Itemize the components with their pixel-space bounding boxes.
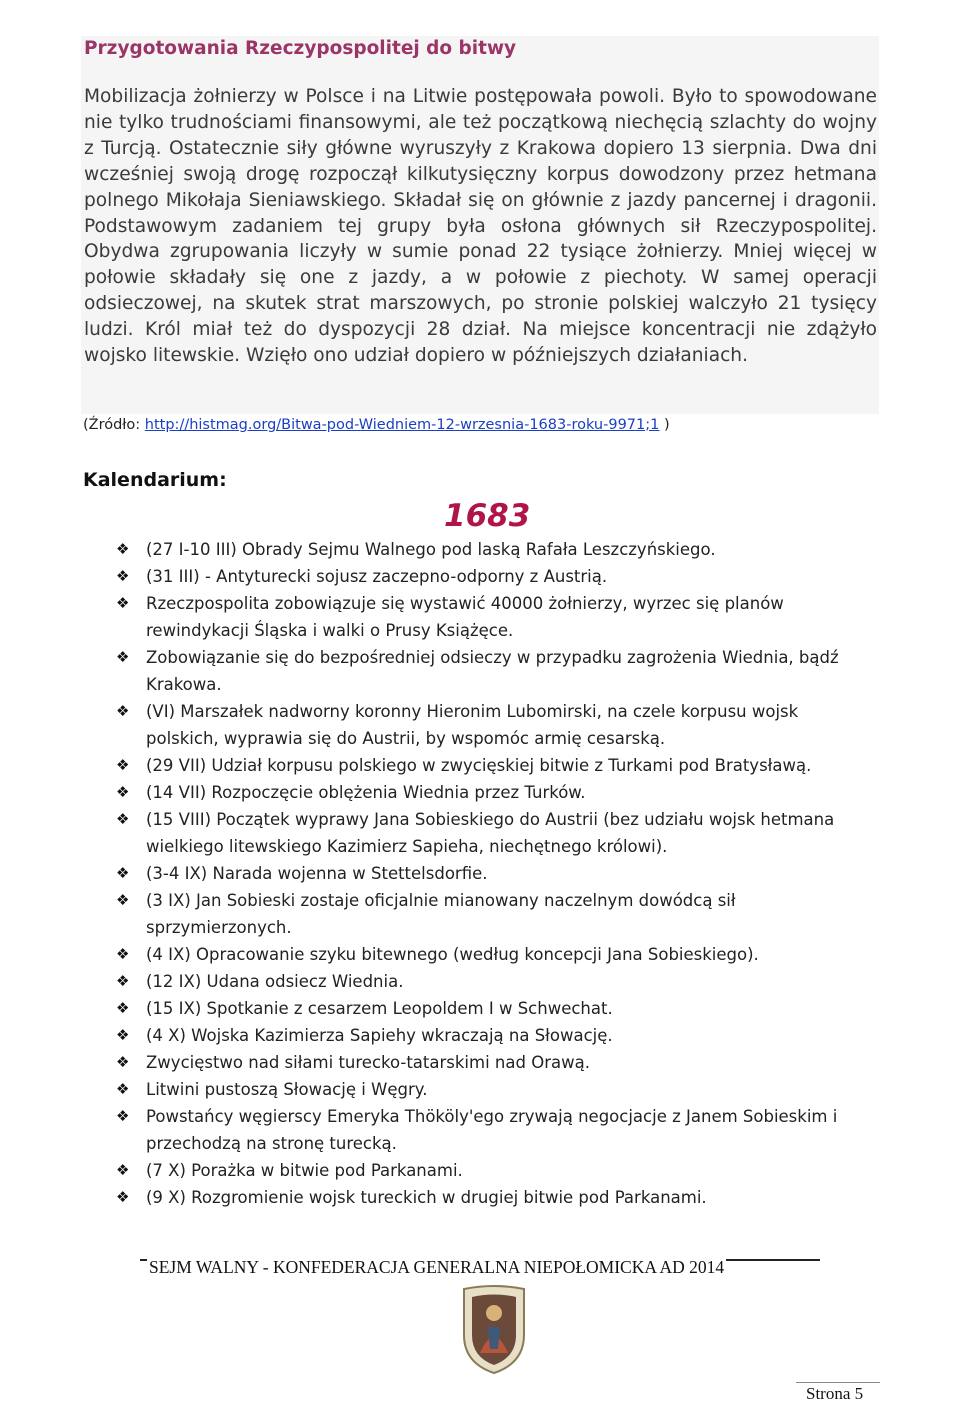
event-text: Zobowiązanie się do bezpośredniej odsieczy w przypadku zagrożenia Wiednia, bądź Krakowa.: [146, 648, 839, 694]
diamond-bullet-icon: ❖: [116, 648, 130, 666]
diamond-bullet-icon: ❖: [116, 594, 130, 612]
event-item: [116, 779, 868, 806]
diamond-bullet-icon: ❖: [116, 864, 130, 882]
diamond-bullet-icon: ❖: [116, 702, 130, 720]
event-text: Litwini pustoszą Słowację i Węgry.: [146, 1080, 428, 1099]
event-item: [116, 644, 868, 698]
event-text: (9 X) Rozgromienie wojsk tureckich w drugiej bitwie pod Parkanami.: [146, 1188, 707, 1207]
heraldic-shield-icon: [458, 1283, 530, 1375]
event-text: (4 X) Wojska Kazimierza Sapiehy wkraczają na Słowację.: [146, 1026, 613, 1045]
diamond-bullet-icon: ❖: [116, 1188, 130, 1206]
event-text: (29 VII) Udział korpusu polskiego w zwycięskiej bitwie z Turkami pod Bratysławą.: [146, 756, 812, 775]
calendar-heading: Kalendarium:: [83, 469, 227, 491]
diamond-bullet-icon: ❖: [116, 540, 130, 558]
source-prefix: (Źródło:: [83, 417, 145, 433]
event-text: (VI) Marszałek nadworny koronny Hieronim Lubomirski, na czele korpusu wojsk polskich, wyprawia się do Austrii, by wspomóc armię cesarską.: [146, 702, 799, 748]
event-text: (4 IX) Opracowanie szyku bitewnego (według koncepcji Jana Sobieskiego).: [146, 945, 759, 964]
event-item: [116, 995, 868, 1022]
event-list: [116, 536, 868, 1211]
page-number: Strona 5: [806, 1384, 864, 1403]
diamond-bullet-icon: ❖: [116, 972, 130, 990]
diamond-bullet-icon: ❖: [116, 810, 130, 828]
event-text: (27 I-10 III) Obrady Sejmu Walnego pod laską Rafała Leszczyńskiego.: [146, 540, 716, 559]
event-text: (3 IX) Jan Sobieski zostaje oficjalnie mianowany naczelnym dowódcą sił sprzymierzonych.: [146, 891, 736, 937]
diamond-bullet-icon: ❖: [116, 891, 130, 909]
event-item: [116, 1076, 868, 1103]
event-item: [116, 1022, 868, 1049]
event-text: Zwycięstwo nad siłami turecko-tatarskimi nad Orawą.: [146, 1053, 590, 1072]
event-text: Rzeczpospolita zobowiązuje się wystawić 40000 żołnierzy, wyrzec się planów rewindykacji Śląska i walki o Prusy Książęce.: [146, 594, 784, 640]
source-link[interactable]: http://histmag.org/Bitwa-pod-Wiedniem-12-wrzesnia-1683-roku-9971;1: [144, 417, 660, 433]
page-number-rule: [796, 1382, 880, 1383]
event-item: [116, 1184, 868, 1211]
event-text: (15 VIII) Początek wyprawy Jana Sobieskiego do Austrii (bez udziału wojsk hetmana wielkiego litewskiego Kazimierz Sapieha, niechętnego królowi).: [146, 810, 835, 856]
diamond-bullet-icon: ❖: [116, 1053, 130, 1071]
event-item: [116, 806, 868, 860]
section-title: Przygotowania Rzeczypospolitej do bitwy: [84, 38, 517, 59]
footer-text: SEJM WALNY - KONFEDERACJA GENERALNA NIEPOŁOMICKA AD 2014: [149, 1257, 725, 1277]
calendar-year: 1683: [444, 498, 531, 534]
event-text: (31 III) - Antyturecki sojusz zaczepno-odporny z Austrią.: [146, 567, 608, 586]
event-item: [116, 1157, 868, 1184]
event-item: [116, 941, 868, 968]
event-item: [116, 1103, 868, 1157]
diamond-bullet-icon: ❖: [116, 1107, 130, 1125]
event-item: [116, 536, 868, 563]
source-line: [83, 417, 670, 433]
event-item: [116, 590, 868, 644]
diamond-bullet-icon: ❖: [116, 999, 130, 1017]
diamond-bullet-icon: ❖: [116, 1026, 130, 1044]
event-text: Powstańcy węgierscy Emeryka Thököly'ego zrywają negocjacje z Janem Sobieskim i przechodzą na stronę turecką.: [146, 1107, 838, 1153]
event-text: (14 VII) Rozpoczęcie oblężenia Wiednia przez Turków.: [146, 783, 586, 802]
event-item: [116, 968, 868, 995]
event-item: [116, 860, 868, 887]
diamond-bullet-icon: ❖: [116, 945, 130, 963]
event-text: (15 IX) Spotkanie z cesarzem Leopoldem I w Schwechat.: [146, 999, 613, 1018]
event-item: [116, 887, 868, 941]
section-body: Mobilizacja żołnierzy w Polsce i na Litwie postępowała powoli. Było to spowodowane nie tylko trudnościami finansowymi, ale też początkową niechęcią szlachty do wojny z Turcją. Ostatecznie siły główne wyruszyły z Krakowa dopiero 13 sierpnia. Dwa dni wcześniej swoją drogę rozpoczął kilkutysięczny korpus dowodzony przez hetmana polnego Mikołaja Sieniawskiego. Składał się on głównie z jazdy pancernej i dragonii. Podstawowym zadaniem tej grupy była osłona głównych sił Rzeczypospolitej. Obydwa zgrupowania liczyły w sumie ponad 22 tysiące żołnierzy. Mniej więcej w połowie składały się one z jazdy, a w połowie z piechoty. W samej operacji odsieczowej, na skutek strat marszowych, po stronie polskiej walczyło 21 tysięcy ludzi. Król miał też do dyspozycji 28 dział. Na miejsce koncentracji nie zdążyło wojsko litewskie. Wzięło ono udział dopiero w późniejszych działaniach.: [84, 86, 877, 367]
event-item: [116, 1049, 868, 1076]
diamond-bullet-icon: ❖: [116, 756, 130, 774]
diamond-bullet-icon: ❖: [116, 783, 130, 801]
event-text: (12 IX) Udana odsiecz Wiednia.: [146, 972, 404, 991]
event-item: [116, 563, 868, 590]
source-suffix: ): [659, 417, 670, 433]
event-text: (3-4 IX) Narada wojenna w Stettelsdorfie.: [146, 864, 488, 883]
event-item: [116, 752, 868, 779]
diamond-bullet-icon: ❖: [116, 1080, 130, 1098]
event-item: [116, 698, 868, 752]
event-text: (7 X) Porażka w bitwie pod Parkanami.: [146, 1161, 463, 1180]
diamond-bullet-icon: ❖: [116, 567, 130, 585]
diamond-bullet-icon: ❖: [116, 1161, 130, 1179]
